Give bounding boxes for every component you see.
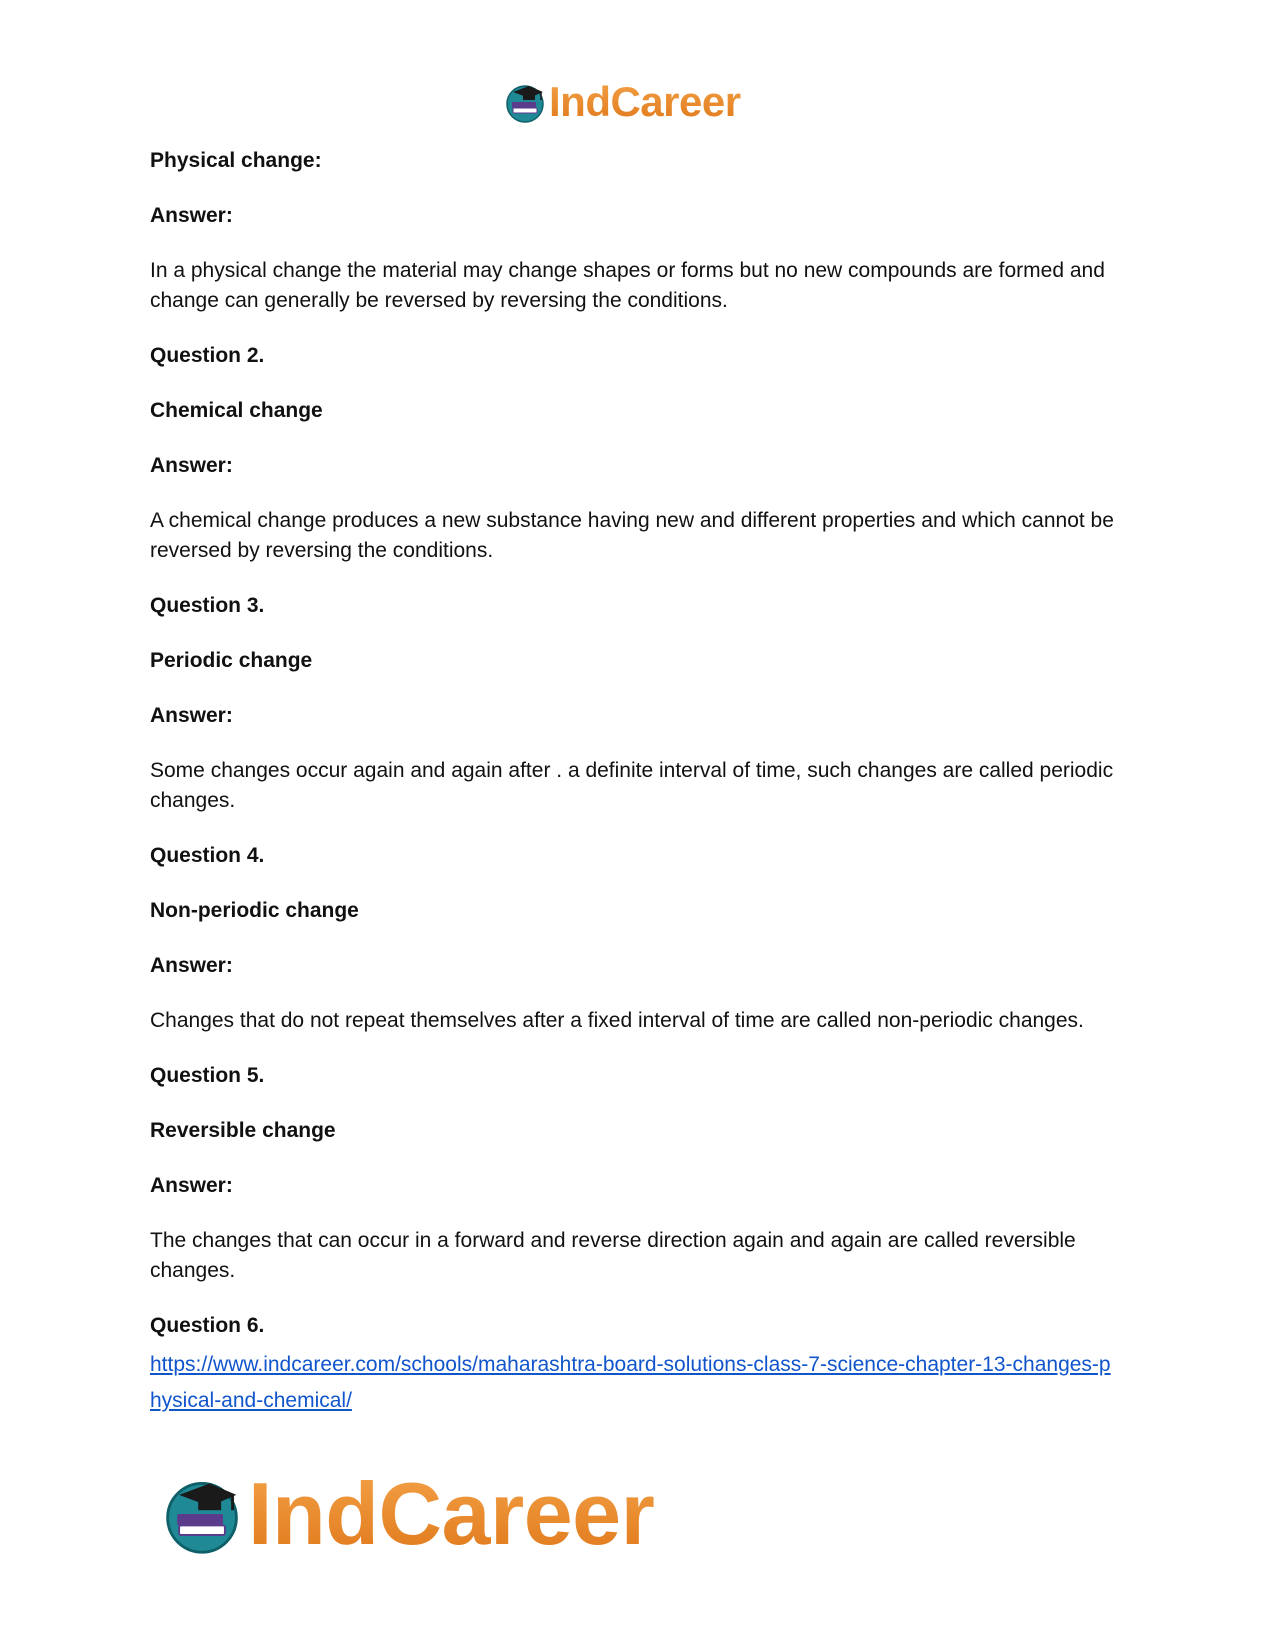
block-heading: Answer: bbox=[150, 954, 233, 977]
brand-wordmark: IndCareer bbox=[549, 78, 741, 125]
graduation-cap-globe-icon bbox=[503, 80, 547, 124]
block-heading: Question 3. bbox=[150, 594, 265, 617]
block-heading: Physical change: bbox=[150, 149, 322, 172]
block-paragraph: Some changes occur again and again after . a definite interval of time, such changes are called periodic changes. bbox=[150, 759, 1114, 812]
source-link[interactable]: https://www.indcareer.com/schools/maharashtra-board-solutions-class-7-science-chapter-13-changes-physical-and-chemical/ bbox=[150, 1353, 1111, 1412]
block-heading: Question 4. bbox=[150, 844, 265, 867]
footer-logo bbox=[160, 1464, 655, 1563]
graduation-cap-globe-icon bbox=[160, 1472, 244, 1556]
brand-wordmark: IndCareer bbox=[248, 1464, 655, 1563]
block-heading: Question 6. bbox=[150, 1314, 265, 1337]
block-heading: Answer: bbox=[150, 1174, 233, 1197]
block-heading: Question 2. bbox=[150, 344, 265, 367]
document-body bbox=[150, 146, 1130, 1419]
block-heading: Periodic change bbox=[150, 649, 313, 672]
block-paragraph: Changes that do not repeat themselves after a fixed interval of time are called non-periodic changes. bbox=[150, 1009, 1084, 1032]
block-heading: Answer: bbox=[150, 454, 233, 477]
block-heading: Chemical change bbox=[150, 399, 323, 422]
block-heading: Non-periodic change bbox=[150, 899, 359, 922]
block-paragraph: In a physical change the material may change shapes or forms but no new compounds are formed and change can generally be reversed by reversing the conditions. bbox=[150, 259, 1105, 312]
block-paragraph: A chemical change produces a new substance having new and different properties and which cannot be reversed by reversing the conditions. bbox=[150, 509, 1114, 562]
block-heading: Answer: bbox=[150, 204, 233, 227]
block-heading: Answer: bbox=[150, 704, 233, 727]
block-heading: Question 5. bbox=[150, 1064, 265, 1087]
block-paragraph: The changes that can occur in a forward and reverse direction again and again are called reversible changes. bbox=[150, 1229, 1076, 1282]
block-heading: Reversible change bbox=[150, 1119, 336, 1142]
header-logo bbox=[503, 80, 741, 124]
